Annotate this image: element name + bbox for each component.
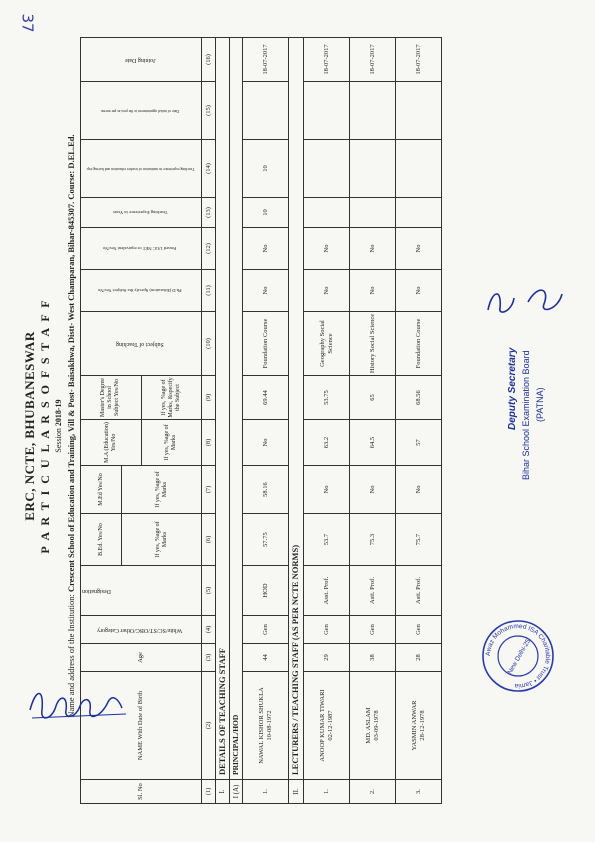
staff-table [80,37,442,804]
column-number: (14) [202,140,216,198]
section-ii-row [289,38,304,804]
cell-net: No [304,228,350,270]
cell-masters: 69.44 [243,376,289,420]
col-masters: Master's Degree in School Subject Yes/No If yes, %age of Marks, &specify the Subject [81,376,202,420]
cell-masters: 53.75 [304,376,350,420]
deputy-secretary-stamp [505,310,565,610]
column-number: (9) [202,376,216,420]
column-number: (11) [202,270,216,312]
cell-category: Gen [243,616,289,644]
col-sl: Sl. No [81,780,202,804]
cell-designation: Astt. Prof. [350,566,396,616]
col-med: M.Ed Yes/No If yes, %age of Marks [81,466,202,514]
cell-age: 44 [243,644,289,672]
cell-category: Gen [350,616,396,644]
cell-experience: 10 [243,198,289,228]
cell-sl: 3. [396,780,442,804]
cell-subject: History Social Science [350,312,396,376]
col-15: Date of initial appointment to the post as per norms [81,82,202,140]
cell-name [350,672,396,780]
col-experience: Teaching Experience in Years [81,198,202,228]
cell-exp14 [350,140,396,198]
cell-bed: 75.3 [350,514,396,566]
column-number: (16) [202,38,216,82]
lecturer-row [304,38,350,804]
lecturer-row [350,38,396,804]
col-age: Age [81,644,202,672]
cell-bed: 75.7 [396,514,442,566]
cell-experience [350,198,396,228]
column-number: (15) [202,82,216,140]
lecturer-row [396,38,442,804]
column-number: (5) [202,566,216,616]
section-i-row [216,38,230,804]
section-ia-row [230,38,243,804]
cell-joining: 18-07-2017 [396,38,442,82]
cell-net: No [396,228,442,270]
cell-masters: 68.56 [396,376,442,420]
cell-name [243,672,289,780]
cell-experience [396,198,442,228]
cell-phd: No [350,270,396,312]
cell-subject: Geography Social Science [304,312,350,376]
cell-exp15 [304,82,350,140]
col-category: White/SC/ST/OBC/Other Category [81,616,202,644]
trust-seal-stamp [480,618,556,694]
cell-exp15 [396,82,442,140]
principal-row [243,38,289,804]
session-value: 2018-19 [54,399,63,427]
column-number: (4) [202,616,216,644]
column-number: (10) [202,312,216,376]
cell-ma: 57 [396,420,442,466]
staff-name: MD. ASLAM [365,707,373,744]
cell-joining: 18-07-2017 [304,38,350,82]
col-phd: Ph.D (Education) Specify the Subject Yes/No [81,270,202,312]
cell-joining: 18-07-2017 [243,38,289,82]
page-number: 37 [18,13,37,33]
stamp-line2: Bihar School Examination Board [521,350,531,480]
cell-phd: No [243,270,289,312]
col-subject: Subject of Teaching [81,312,202,376]
section-ia-label: PRINCIPAL/HOD [230,38,243,780]
staff-dob: 28-12-1978 [418,710,426,741]
column-number: (13) [202,198,216,228]
cell-designation: Asst. Prof. [304,566,350,616]
col-designation: Designation [81,566,202,616]
section-ii-label: LECTURERS / TEACHING STAFF (AS PER NCTE NORMS) [289,38,304,780]
cell-ma: 64.5 [350,420,396,466]
cell-net: No [243,228,289,270]
cell-category: Gen [304,616,350,644]
cell-age: 28 [396,644,442,672]
cell-subject: Foundation Course [396,312,442,376]
section-ii-num: II. [289,780,304,804]
cell-exp14 [396,140,442,198]
header-org: ERC, NCTE, BHUBANESWAR [22,331,37,521]
staff-name: YASMIN ANWAR [411,700,419,751]
col-net: Passed UGC NET or equivalent Yes/No [81,228,202,270]
cell-bed: 57.75 [243,514,289,566]
cell-med: No [396,466,442,514]
column-number-row [202,38,216,804]
column-number: (2) [202,672,216,780]
col-joining: Joining Date [81,38,202,82]
svg-text:New Delhi-25: New Delhi-25 [506,638,533,676]
cell-experience [304,198,350,228]
signature-principal [22,680,132,730]
cell-phd: No [304,270,350,312]
stamp-line3: (PATNA) [535,387,545,422]
column-number: (8) [202,420,216,466]
column-number: (6) [202,514,216,566]
section-i-label: DETAILS OF TEACHING STAFF [216,38,230,780]
column-number: (1) [202,780,216,804]
cell-med: No [304,466,350,514]
col-bed: B.Ed. Yes/No If yes, %age of Marks [81,514,202,566]
cell-sl: 1. [243,780,289,804]
staff-name: ANOOP KUMAR TIWARI [319,689,327,762]
session-label: Session [54,428,63,453]
column-number: (12) [202,228,216,270]
institution-label: Name and address of the Institution: [66,594,76,718]
cell-name [304,672,350,780]
cell-exp14: 10 [243,140,289,198]
stamp-line1: Deputy Secretary [507,347,518,430]
col-ma: M.A (Education) Yes/No If yes, %age of Marks [81,420,202,466]
header-title: P A R T I C U L A R S O F S T A F F [38,298,52,554]
staff-dob: 02-12-1987 [326,710,334,741]
cell-masters: 65 [350,376,396,420]
cell-ma: 63.2 [304,420,350,466]
cell-category: Gen [396,616,442,644]
column-number: (3) [202,644,216,672]
cell-joining: 18-07-2017 [350,38,396,82]
institution-value: Crescent School of Education and Training, Vill & Post- Baisakhwa, Distt- West Champaran, Bihar-845307. Course: D.EL.Ed. [66,134,76,593]
section-i-num: I. [216,780,230,804]
cell-med: No [350,466,396,514]
col-14: Teaching experience in institution of teacher education and having exp. [81,140,202,198]
cell-designation: HOD [243,566,289,616]
cell-exp15 [243,82,289,140]
cell-exp15 [350,82,396,140]
column-number: (7) [202,466,216,514]
svg-text:Awaz Mohammed ISA Charitable T: Awaz Mohammed ISA Charitable Trust • Jamia [484,622,552,690]
cell-age: 29 [304,644,350,672]
cell-subject: Foundation Course [243,312,289,376]
staff-dob: 10-08-1972 [265,710,273,741]
col-name: NAME With Date of Birth [81,672,202,780]
staff-dob: 03-09-1978 [372,710,380,741]
cell-sl: 1. [304,780,350,804]
section-ia-num: I (A) [230,780,243,804]
cell-designation: Astt. Prof. [396,566,442,616]
cell-name [396,672,442,780]
cell-ma: No [243,420,289,466]
cell-net: No [350,228,396,270]
cell-exp14 [304,140,350,198]
cell-phd: No [396,270,442,312]
cell-bed: 53.7 [304,514,350,566]
cell-age: 38 [350,644,396,672]
cell-med: 58.16 [243,466,289,514]
cell-sl: 2. [350,780,396,804]
staff-name: NAWAL KISHOR SHUKLA [258,687,266,764]
